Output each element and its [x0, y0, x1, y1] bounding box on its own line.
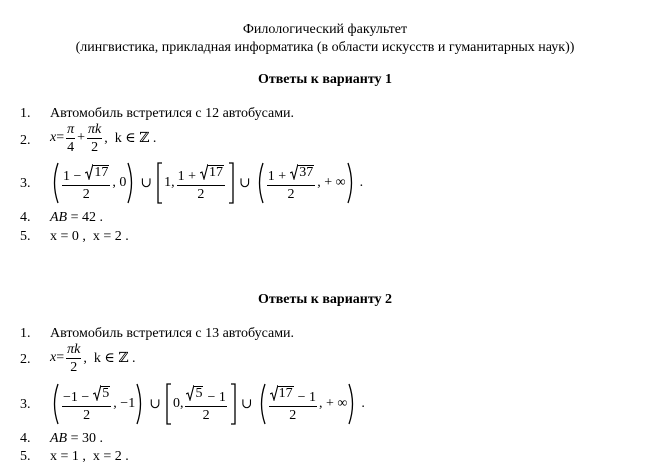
- v2-ans3-frac1-den: 2: [83, 408, 91, 423]
- v2-item5-formula: x = 1 , x = 2 .: [50, 449, 129, 464]
- variant1-title: Ответы к варианту 1: [257, 72, 393, 87]
- v1-ans3-frac1: [62, 164, 110, 202]
- right-paren-icon: [346, 161, 356, 205]
- specialties-subtitle: (лингвистика, прикладная информатика (в области искусств и гуманитарных наук)): [75, 40, 575, 55]
- v1-ans2-frac2-den: 2: [91, 139, 99, 155]
- radical-icon: [85, 164, 93, 180]
- v2-ans3-frac3: [269, 385, 317, 423]
- v2-item1-number: 1.: [20, 326, 31, 341]
- v2-ans3-frac2: [185, 385, 226, 423]
- v2-ans2-eq: =: [56, 350, 65, 365]
- v1-item3-formula: [50, 160, 363, 206]
- v1-ans2-tail: , k ∈ ℤ .: [104, 130, 157, 146]
- v1-ans2-plus: +: [77, 130, 86, 145]
- v2-ans3-int1-right: , −1: [113, 396, 136, 411]
- v2-ans4-lhs: AB: [50, 431, 68, 446]
- radical-icon: [186, 385, 194, 401]
- v1-ans2-frac2: [87, 122, 102, 155]
- v2-ans4-rest: = 30 .: [67, 431, 104, 446]
- v2-ans3-frac3-rad: 17: [278, 386, 293, 401]
- v1-ans3-union2: ∪: [239, 175, 251, 191]
- right-bracket-icon: [229, 382, 237, 426]
- v1-ans4-rest: = 42 .: [67, 210, 104, 225]
- left-paren-icon: [50, 161, 60, 205]
- v2-ans2-frac-den: 2: [70, 359, 78, 375]
- v1-ans3-frac1-rad: 17: [94, 165, 109, 180]
- v2-item2-formula: [50, 338, 135, 378]
- v2-ans3-int3-right: , + ∞: [318, 396, 348, 411]
- v1-item2-number: 2.: [20, 133, 31, 148]
- v1-item1-text: Автомобиль встретился с 12 автобусами.: [50, 106, 295, 121]
- v2-ans2-var: x: [50, 350, 57, 365]
- v2-ans2-tail: , k ∈ ℤ .: [83, 350, 136, 366]
- v1-item3-number: 3.: [20, 176, 31, 191]
- v1-ans3-frac1-num-a: 1 −: [63, 169, 82, 184]
- v2-ans2-frac: [66, 342, 81, 375]
- right-paren-icon: [126, 161, 136, 205]
- radical-icon: [93, 385, 101, 401]
- v1-ans3-frac3: [267, 164, 315, 202]
- v1-ans3-frac2-den: 2: [197, 187, 205, 202]
- v2-item1-text: Автомобиль встретился с 13 автобусами.: [50, 326, 295, 341]
- v2-ans3-int2-left: 0,: [172, 396, 184, 411]
- v2-item2-number: 2.: [20, 352, 31, 367]
- v2-ans3-union1: ∪: [149, 396, 161, 412]
- v2-item5-number: 5.: [20, 449, 31, 464]
- v1-ans2-frac1: [66, 122, 75, 155]
- v2-item4-number: 4.: [20, 431, 31, 446]
- radical-icon: [290, 164, 298, 180]
- v1-ans3-int3-right: , + ∞: [317, 175, 346, 190]
- variant2-title: Ответы к варианту 2: [257, 292, 393, 307]
- v1-ans3-frac3-rad: 37: [299, 165, 314, 180]
- radical-icon: [270, 385, 278, 401]
- left-paren-icon: [50, 382, 60, 426]
- v2-ans2-frac-num: πk: [67, 341, 81, 357]
- v2-ans3-frac1: [62, 385, 111, 423]
- faculty-title: Филологический факультет: [242, 22, 408, 37]
- left-bracket-icon: [165, 382, 173, 426]
- v1-ans2-frac1-num: π: [67, 121, 75, 137]
- v2-item3-formula: [50, 381, 365, 427]
- right-paren-icon: [347, 382, 357, 426]
- v1-ans3-frac3-den: 2: [287, 187, 295, 202]
- v1-item5-formula: x = 0 , x = 2 .: [50, 229, 129, 244]
- v1-ans3-int2-left: 1,: [164, 175, 175, 190]
- v1-ans4-lhs: AB: [50, 210, 68, 225]
- v1-ans3-union1: ∪: [140, 175, 153, 191]
- v1-ans2-var: x: [50, 130, 57, 145]
- v2-ans3-frac1-rad: 5: [102, 386, 110, 401]
- v1-ans3-end: .: [359, 175, 364, 190]
- v2-item4-formula: [50, 431, 103, 447]
- v1-ans3-int1-right: , 0: [112, 175, 127, 190]
- v1-ans3-frac3-num-a: 1 +: [267, 169, 287, 184]
- v1-ans3-frac2-rad: 17: [209, 165, 224, 180]
- v1-item4-formula: [50, 210, 103, 226]
- v2-ans3-union2: ∪: [240, 396, 253, 412]
- v2-ans3-frac2-den: 2: [202, 408, 210, 423]
- v2-ans3-frac2-rad: 5: [195, 386, 203, 401]
- v1-item4-number: 4.: [20, 210, 31, 225]
- v1-item5-number: 5.: [20, 229, 31, 244]
- v2-item3-number: 3.: [20, 397, 31, 412]
- v2-ans3-frac3-den: 2: [289, 408, 297, 423]
- v1-ans2-frac1-den: 4: [67, 139, 75, 155]
- v2-ans3-frac1-num-a: −1 −: [63, 390, 90, 405]
- v2-ans3-end: .: [361, 396, 365, 411]
- v1-ans3-frac2-num-a: 1 +: [177, 169, 197, 184]
- v1-ans2-eq: =: [56, 130, 65, 145]
- radical-icon: [200, 164, 208, 180]
- v2-ans3-frac2-num-b: − 1: [207, 390, 226, 405]
- v1-ans3-frac2: [177, 164, 225, 202]
- right-bracket-icon: [227, 161, 235, 205]
- v1-ans2-frac2-num: πk: [88, 121, 102, 137]
- v2-ans3-frac3-num-b: − 1: [297, 390, 316, 405]
- left-bracket-icon: [156, 161, 164, 205]
- left-paren-icon: [257, 382, 267, 426]
- right-paren-icon: [135, 382, 145, 426]
- v1-item1-number: 1.: [20, 106, 31, 121]
- left-paren-icon: [255, 161, 265, 205]
- v1-item2-formula: [50, 118, 156, 158]
- v1-ans3-frac1-den: 2: [82, 187, 90, 202]
